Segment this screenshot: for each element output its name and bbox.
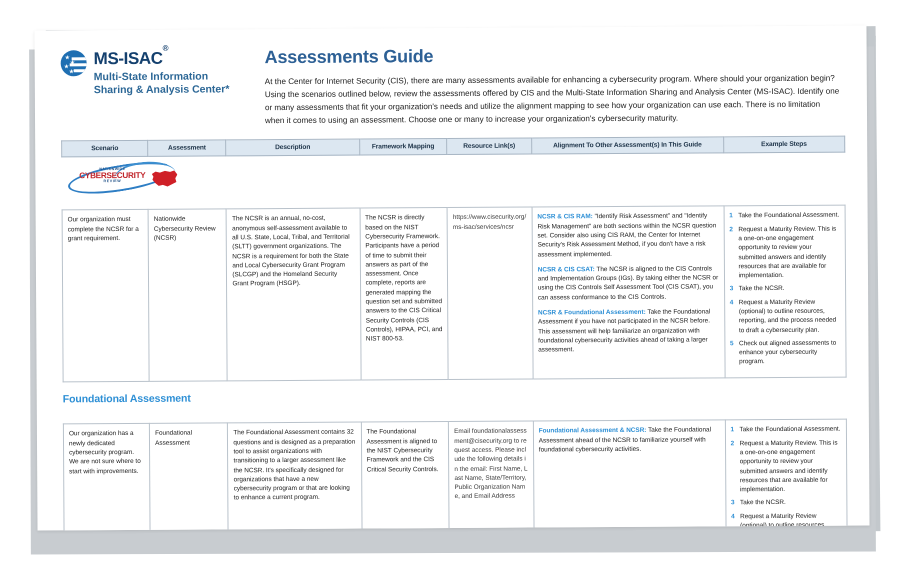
example-steps-list bbox=[729, 211, 840, 367]
ncsr-logo-text bbox=[75, 168, 149, 184]
table-row bbox=[63, 420, 847, 531]
list-item: Request a Maturity Review. This is a one-on-one engagement opportunity to review your submitted answers and identify resources that are available for implementation. bbox=[738, 225, 837, 280]
cell-resource-link bbox=[449, 421, 534, 530]
alignment-entry bbox=[539, 426, 720, 455]
brand-tagline-line1: Multi-State Information bbox=[93, 70, 209, 83]
cell-assessment: Foundational Assessment bbox=[150, 423, 229, 530]
column-header-framework-mapping: Framework Mapping bbox=[359, 139, 447, 156]
cell-scenario: Our organization has a newly dedicated cybersecurity program. We are not sure where to start with improvements. bbox=[63, 424, 150, 531]
brand-name bbox=[93, 44, 230, 69]
alignment-entry bbox=[537, 212, 718, 260]
cell-framework-mapping: The NCSR is directly based on the NIST Cybersecurity Framework. Participants have a period of time to submit their answers as part of the assessment. Once complete, reports are generated mapping the question set and submitted answers to the CIS Critical Security Controls (CIS Controls), HIPAA, PCI, and NIST 800-53. bbox=[360, 208, 449, 381]
brand-name-text: MS-ISAC bbox=[93, 48, 163, 69]
document-page bbox=[34, 25, 869, 530]
brand-tagline bbox=[94, 70, 230, 97]
header-text-column bbox=[253, 44, 845, 128]
alignment-text: Take the Foundational Assessment if you have not participated in the NCSR before. This assessment will help familiarize an organization with foundational cybersecurity activities ahead of taking a larger assessment. bbox=[538, 308, 711, 354]
resource-link[interactable]: Email foundationalassessment@cisecurity.org to request access. Please include the following details in the email: First Name, Last Name, State/Territory, Public Organization Name, and Email Address bbox=[454, 427, 528, 501]
ncsr-logo-band bbox=[35, 153, 867, 198]
cell-alignment bbox=[532, 206, 725, 379]
us-map-icon bbox=[151, 170, 177, 187]
list-item: Check out aligned assessments to enhance your cybersecurity program. bbox=[738, 339, 837, 366]
ms-isac-globe-flag-icon: ★ ★ ★ bbox=[61, 50, 87, 76]
example-steps-list bbox=[731, 425, 842, 530]
brand-registered-mark: ® bbox=[162, 44, 169, 54]
column-header-example-steps: Example Steps bbox=[723, 137, 844, 154]
ncsr-logo bbox=[61, 163, 181, 194]
alignment-entry bbox=[538, 264, 719, 302]
resource-link[interactable]: https://www.cisecurity.org/ms-isac/services/ncsr bbox=[452, 213, 527, 231]
alignment-text: "Identify Risk Assessment" and "Identify Risk Management" are both sections within the NCSR question set. Consider also using CIS RAM, the Center for Internet Security's Risk Assessment Method, if you don't have a risk assessment implemented. bbox=[537, 212, 717, 259]
column-header-scenario: Scenario bbox=[62, 141, 148, 158]
alignment-text: The NCSR is aligned to the CIS Controls and Implementation Groups (IGs). By taking either the NCSR or using the CIS Controls Self Assessment Tool (CIS CSAT), you can assess conformance to the CIS Controls. bbox=[537, 265, 719, 302]
table-row bbox=[62, 206, 846, 383]
alignment-label: NCSR & Foundational Assessment: bbox=[537, 308, 646, 317]
cell-framework-mapping: The Foundational Assessment is aligned to the NIST Cybersecurity Framework and the CIS Critical Security Controls. bbox=[361, 422, 449, 531]
ms-isac-brand bbox=[61, 44, 253, 97]
alignment-text: Take the Foundational Assessment ahead of the NCSR to familiarize yourself with foundational cybersecurity activities. bbox=[538, 426, 712, 454]
cell-description: The Foundational Assessment contains 32 questions and is designed as a preparation tool to assist organizations with transitioning to a larger assessment like the NCSR. It's specifically designed for organizations that have a new cybersecurity program or that are looking to enhance a current program. bbox=[228, 422, 362, 530]
cell-example-steps bbox=[724, 206, 846, 379]
ncsr-logo-line-mid: CYBERSECURITY bbox=[79, 170, 146, 181]
ncsr-logo-line-top: NATIONWIDE bbox=[99, 167, 126, 172]
cell-description: The NCSR is an annual, no-cost, anonymous self-assessment available to all U.S. State, Local, Tribal, and Territorial (SLTT) government organizations. The NCSR is a requirement for both the State and Local Cybersecurity Grant Program (SLCGP) and the Homeland Security Grant Program (HSGP). bbox=[226, 209, 360, 382]
cell-assessment: Nationwide Cybersecurity Review (NCSR) bbox=[148, 209, 227, 381]
column-header-assessment: Assessment bbox=[148, 140, 226, 156]
ncsr-assessment-table bbox=[62, 205, 847, 383]
alignment-label: NCSR & CIS RAM: bbox=[537, 213, 593, 221]
list-item: Request a Maturity Review (optional) to outline resources, reporting, and the process needed to draft a cybersecurity plan. bbox=[738, 298, 837, 334]
document-header bbox=[34, 25, 867, 129]
alignment-label: NCSR & CIS CSAT: bbox=[537, 265, 595, 274]
alignment-label: Foundational Assessment & NCSR: bbox=[538, 427, 647, 435]
page-title: Assessments Guide bbox=[264, 46, 434, 68]
list-item: Request a Maturity Review. This is a one-on-one engagement opportunity to review your submitted answers and identify resources that are available for implementation. bbox=[739, 439, 838, 494]
foundational-row-wrap bbox=[37, 419, 870, 531]
cell-resource-link bbox=[447, 207, 533, 380]
ncsr-logo-line-bottom: REVIEW bbox=[103, 179, 122, 184]
cell-example-steps bbox=[725, 420, 847, 531]
cell-alignment bbox=[533, 420, 726, 530]
alignment-entry bbox=[538, 307, 719, 355]
column-header-resource-links: Resource Link(s) bbox=[447, 138, 532, 155]
section-heading-foundational-assessment: Foundational Assessment bbox=[62, 393, 191, 406]
column-header-description: Description bbox=[226, 140, 359, 157]
list-item: Take the NCSR. bbox=[738, 285, 785, 293]
list-item: Take the NCSR. bbox=[739, 499, 786, 507]
brand-tagline-line2: Sharing & Analysis Center* bbox=[93, 83, 230, 96]
column-header-alignment: Alignment To Other Assessment(s) In This Guide bbox=[531, 137, 723, 154]
list-item: Request a Maturity Review (optional) to outline resources, bbox=[740, 512, 827, 530]
intro-paragraph: At the Center for Internet Security (CIS), there are many assessments available for enhancing a cybersecurity program. Where should your organization begin? Using the scenarios outlined below, review the assessments offered by CIS and the Multi-State Information Sharing and Analysis Center (MS-ISAC). Identify one or many assessments that fit your organization's needs and utilize the alignment mapping to see how your organization can use each. There is no limitation when it comes to using an assessment. Choose one or many to increase your organization's cybersecurity maturity. bbox=[264, 73, 840, 126]
cell-scenario: Our organization must complete the NCSR for a grant requirement. bbox=[62, 210, 149, 383]
list-item: Take the Foundational Assessment. bbox=[738, 212, 840, 220]
list-item: Take the Foundational Assessment. bbox=[739, 426, 841, 434]
foundational-assessment-table bbox=[63, 419, 848, 531]
ncsr-row-wrap bbox=[36, 205, 869, 383]
